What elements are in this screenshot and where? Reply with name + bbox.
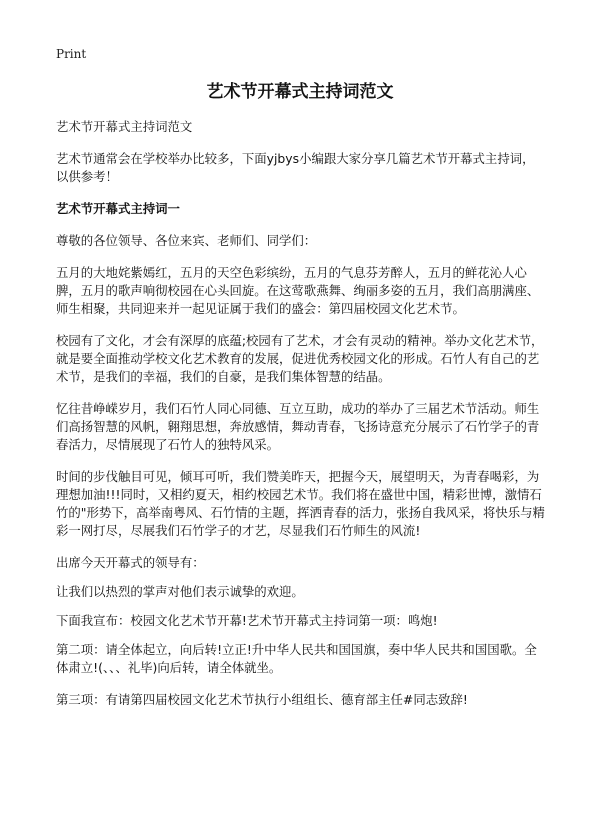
salutation-paragraph: 尊敬的各位领导、各位来宾、老师们、同学们：: [56, 233, 317, 248]
intro-paragraph: 艺术节通常会在学校举办比较多，下面yjbys小编跟大家分享几篇艺术节开幕式主持词，以供参考！: [56, 151, 535, 184]
document-body: [56, 118, 546, 723]
body-paragraph: 第三项：有请第四届校园文化艺术节执行小组组长、德育部主任#同志致辞!: [56, 692, 468, 707]
subtitle-paragraph: 艺术节开幕式主持词范文: [56, 119, 193, 134]
body-paragraph: 忆往昔峥嵘岁月，我们石竹人同心同德、互立互助，成功的举办了三届艺术节活动。师生们高扬智慧的风帆，翱翔思想，奔放感情，舞动青春，飞扬诗意充分展示了石竹学子的青春活力，尽情展现了石竹人的独特风采。: [56, 401, 540, 452]
print-link[interactable]: Print: [56, 47, 87, 61]
body-paragraph: 五月的大地姹紫嫣红，五月的天空色彩缤纷，五月的气息芬芳醉人，五月的鲜花沁人心脾，五月的歌声响彻校园在心头回旋。在这莺歌燕舞、绚丽多姿的五月，我们高朋满座、师生相聚，共同迎来并一起见证属于我们的盛会：第四届校园文化艺术节。: [56, 265, 540, 316]
section-heading: 艺术节开幕式主持词一: [56, 201, 180, 216]
body-paragraph: 让我们以热烈的掌声对他们表示诚挚的欢迎。: [56, 584, 304, 599]
body-paragraph: 时间的步伐触目可见，倾耳可听，我们赞美昨天，把握今天，展望明天，为青春喝彩，为理想加油!!!同时，又相约夏天，相约校园艺术节。我们将在盛世中国，精彩世博，激情石竹的"形势下，高举南粤风、石竹情的主题，挥洒青春的活力，张扬自我风采，将快乐与精彩一网打尽，尽展我们石竹学子的才艺，尽显我们石竹师生的风流!: [56, 469, 545, 538]
body-paragraph: 下面我宣布：校园文化艺术节开幕!艺术节开幕式主持词第一项：鸣炮!: [56, 613, 438, 628]
body-paragraph: 第二项：请全体起立，向后转!立正!升中华人民共和国国旗，奏中华人民共和国国歌。全体肃立!(、、、礼毕)向后转，请全体就坐。: [56, 642, 537, 675]
body-paragraph: 出席今天开幕式的领导有：: [56, 555, 205, 570]
body-paragraph: 校园有了文化，才会有深厚的底蕴;校园有了艺术，才会有灵动的精神。举办文化艺术节，就是要全面推动学校文化艺术教育的发展，促进优秀校园文化的形成。石竹人有自己的艺术节，是我们的幸福，我们的自豪，是我们集体智慧的结晶。: [56, 333, 544, 384]
document-title: 艺术节开幕式主持词范文: [206, 82, 394, 102]
